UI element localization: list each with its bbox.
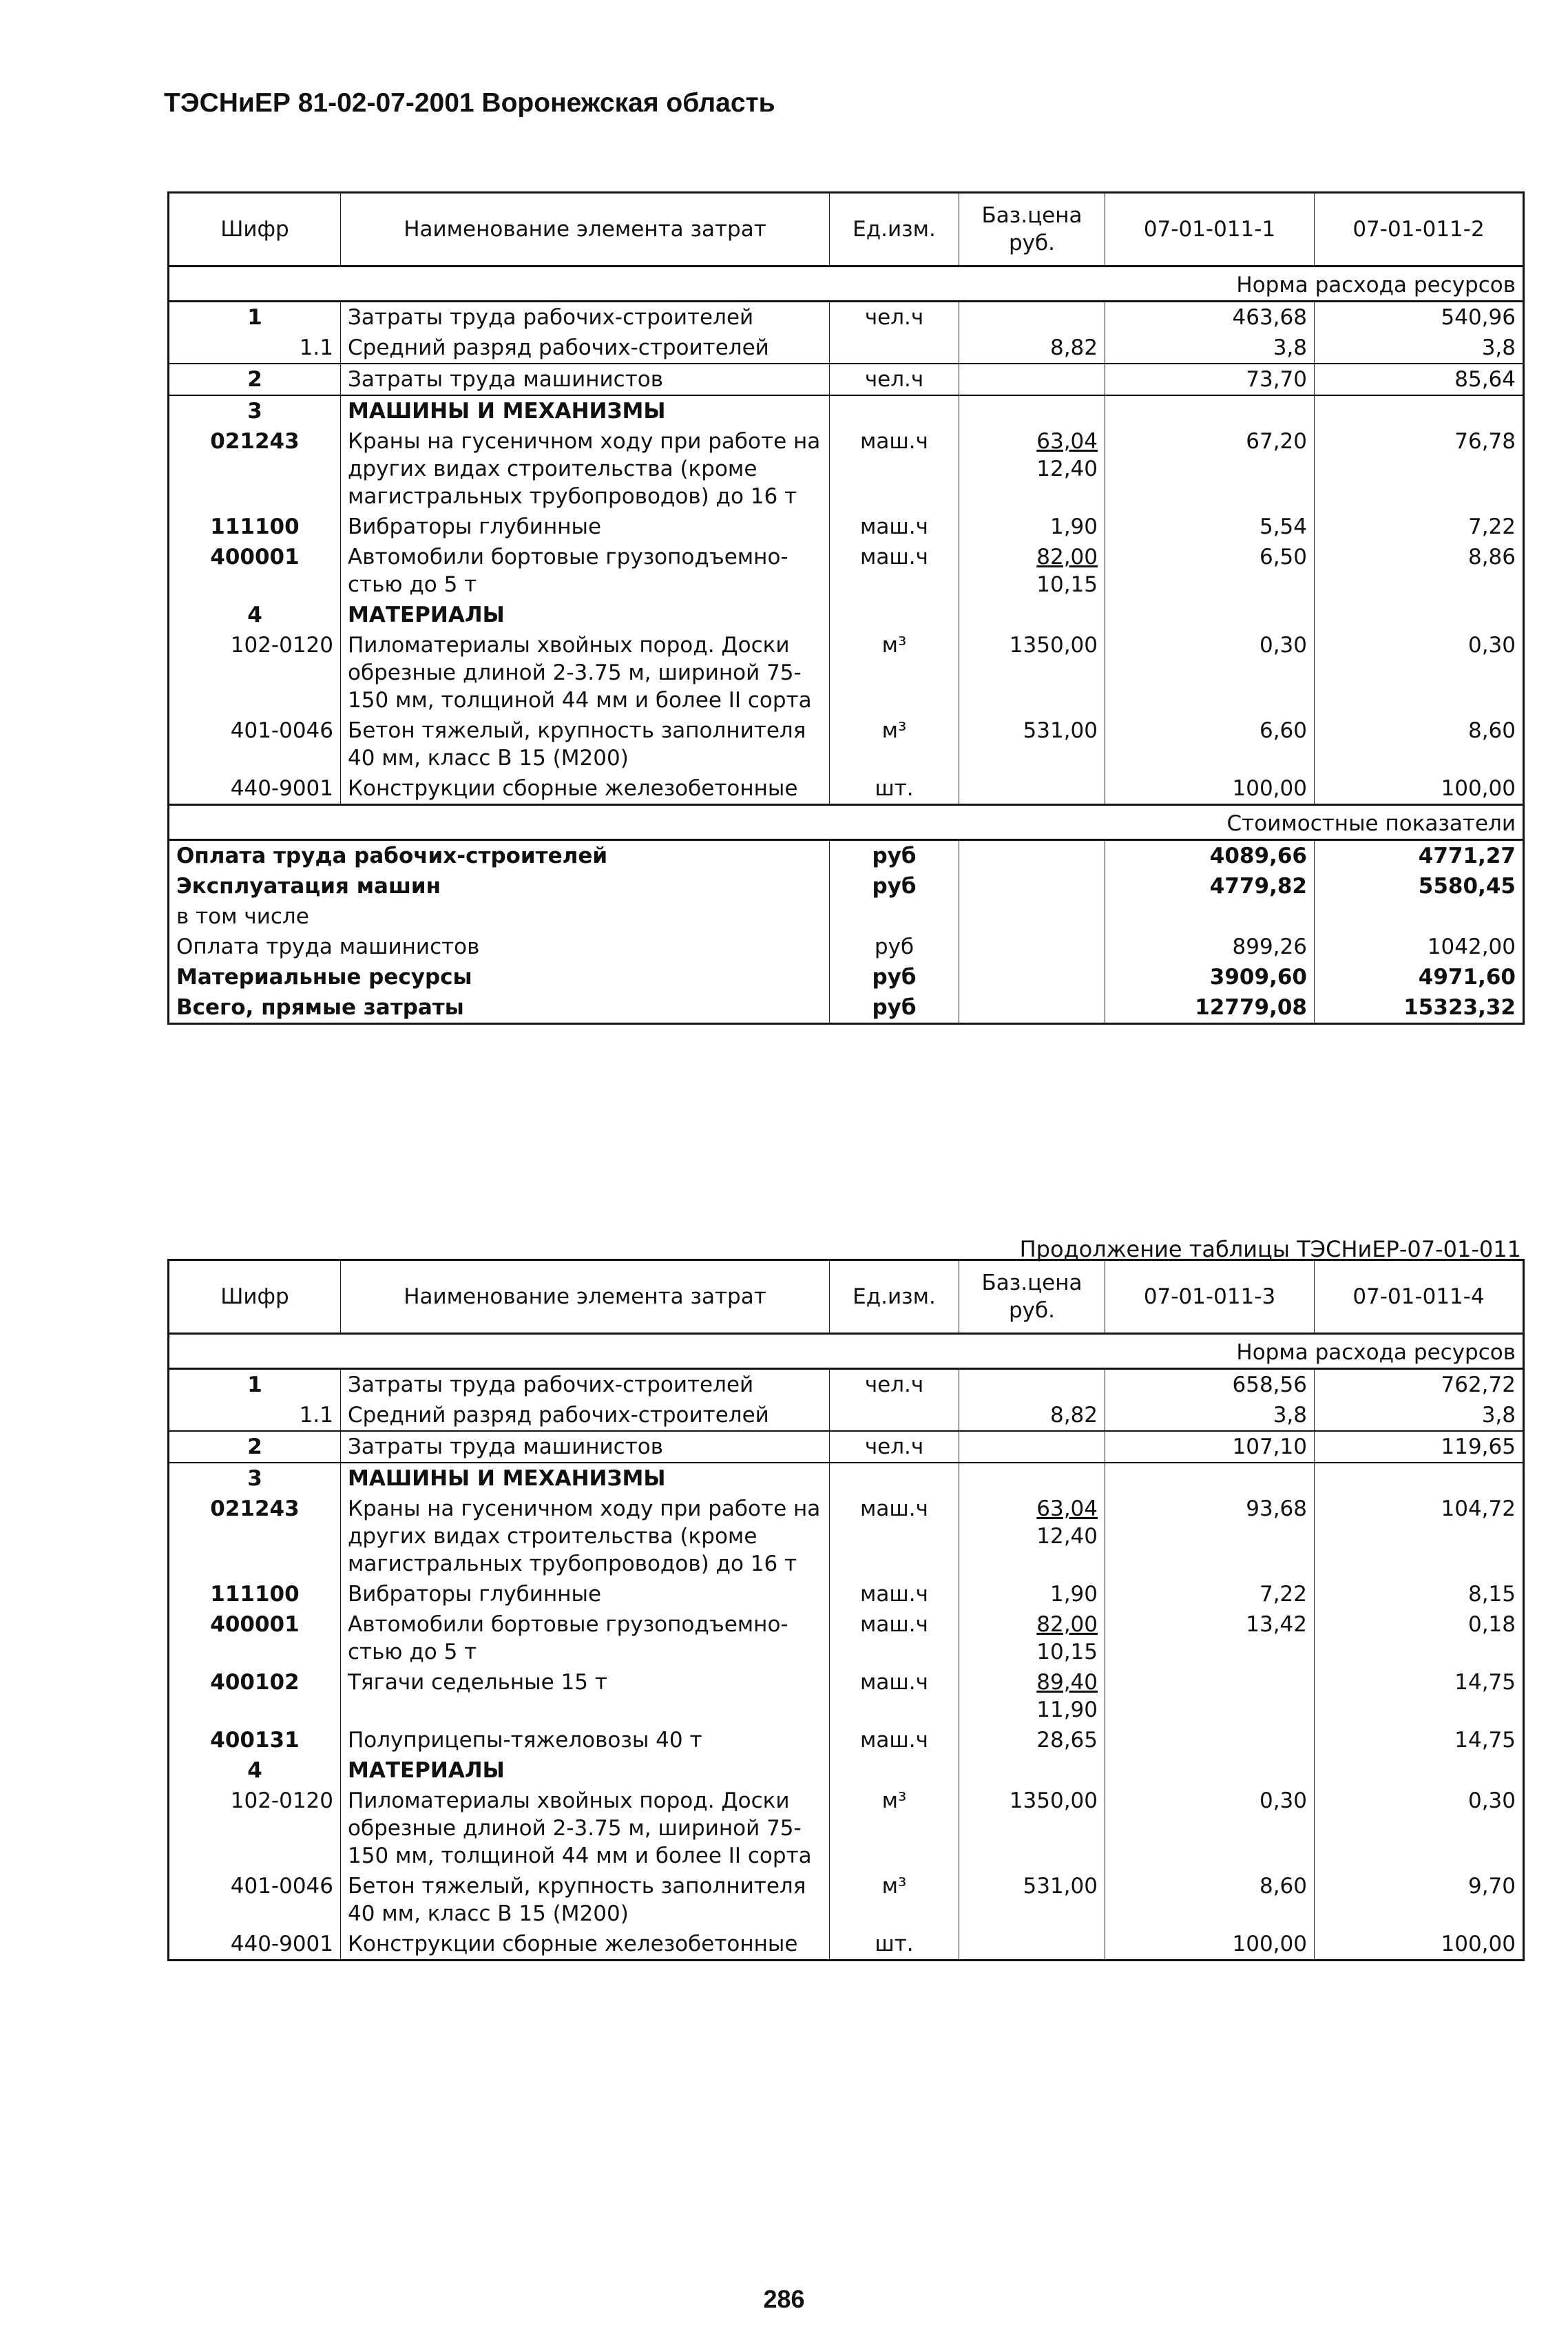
header-unit: Ед.изм. (830, 193, 959, 267)
row-value-2: 85,64 (1315, 364, 1524, 395)
summary-row (169, 871, 1524, 901)
row-unit: маш.ч (830, 1579, 959, 1609)
row-value-2: 14,75 (1315, 1725, 1524, 1755)
price-value: 82,00 (1036, 1612, 1098, 1637)
row-value-2: 0,18 (1315, 1609, 1524, 1667)
row-code: 401-0046 (169, 1871, 341, 1929)
row-value-1: 93,68 (1105, 1494, 1315, 1579)
price-value: 8,82 (1049, 1403, 1098, 1428)
row-value-1 (1105, 600, 1315, 630)
section-row (169, 1667, 1524, 1725)
row-value-1: 8,60 (1105, 1871, 1315, 1929)
summary-label: Материальные ресурсы (169, 962, 830, 992)
row-code: 400001 (169, 542, 341, 600)
row-value-1 (1105, 395, 1315, 426)
row-name: Вибраторы глубинные (341, 1579, 830, 1609)
row-value-2: 0,30 (1315, 630, 1524, 715)
row-code: 400001 (169, 1609, 341, 1667)
summary-price (959, 840, 1105, 872)
header-price-line2: руб. (1009, 231, 1055, 255)
row-code: 102-0120 (169, 630, 341, 715)
row-unit: маш.ч (830, 1609, 959, 1667)
summary-row (169, 962, 1524, 992)
summary-label: в том числе (169, 901, 830, 932)
row-name: Пиломатериалы хвойных пород. Доски обрезные длиной 2-3.75 м, шириной 75-150 мм, толщиной 44 мм и более II сорта (341, 630, 830, 715)
summary-value-1 (1105, 901, 1315, 932)
row-price (959, 600, 1105, 630)
norms-table-2 (167, 1259, 1525, 1961)
table-row (169, 1786, 1524, 1871)
row-price (959, 715, 1105, 773)
row-code: 2 (169, 364, 341, 395)
page-title: ТЭСНиЕР 81-02-07-2001 Воронежская область (164, 88, 775, 118)
section-row (169, 1579, 1524, 1609)
row-name: Бетон тяжелый, крупность заполнителя 40 мм, класс В 15 (М200) (341, 1871, 830, 1929)
row-value-1 (1105, 1755, 1315, 1786)
norm-caption-row (169, 267, 1524, 302)
row-name: Краны на гусеничном ходу при работе на других видах строительства (кроме магистральных трубопроводов) до 16 т (341, 1494, 830, 1579)
row-value-2 (1315, 1463, 1524, 1494)
row-price (959, 1929, 1105, 1961)
row-value-2 (1315, 395, 1524, 426)
price-wage-value: 12,40 (1036, 457, 1098, 481)
cost-caption: Стоимостные показатели (169, 805, 1524, 840)
row-unit (830, 333, 959, 364)
summary-value-2: 5580,45 (1315, 871, 1524, 901)
row-value-1 (1105, 1725, 1315, 1755)
row-name: Затраты труда машинистов (341, 364, 830, 395)
header-code: Шифр (169, 193, 341, 267)
row-price (959, 773, 1105, 805)
row-value-1: 463,68 (1105, 302, 1315, 333)
row-value-1: 0,30 (1105, 1786, 1315, 1871)
section-row (169, 1609, 1524, 1667)
summary-price (959, 871, 1105, 901)
row-unit (830, 1755, 959, 1786)
row-code: 1 (169, 1369, 341, 1401)
row-code: 021243 (169, 426, 341, 512)
header-unit: Ед.изм. (830, 1260, 959, 1334)
price-value: 531,00 (1023, 718, 1098, 743)
summary-unit: руб (830, 962, 959, 992)
row-value-1: 73,70 (1105, 364, 1315, 395)
row-code: 440-9001 (169, 1929, 341, 1961)
price-wage-value: 12,40 (1036, 1524, 1098, 1549)
row-value-1: 7,22 (1105, 1579, 1315, 1609)
row-price (959, 1431, 1105, 1463)
summary-price (959, 992, 1105, 1024)
row-code: 4 (169, 1755, 341, 1786)
row-code: 400131 (169, 1725, 341, 1755)
row-price (959, 395, 1105, 426)
row-unit: чел.ч (830, 1431, 959, 1463)
summary-value-2: 4771,27 (1315, 840, 1524, 872)
row-value-2: 762,72 (1315, 1369, 1524, 1401)
row-value-1: 13,42 (1105, 1609, 1315, 1667)
row-value-2: 76,78 (1315, 426, 1524, 512)
price-value: 82,00 (1036, 545, 1098, 570)
row-price (959, 1463, 1105, 1494)
row-code: 400102 (169, 1667, 341, 1725)
section-row (169, 302, 1524, 333)
row-unit (830, 395, 959, 426)
norm-caption-row (169, 1334, 1524, 1369)
row-name: Средний разряд рабочих-строителей (341, 333, 830, 364)
summary-value-1: 4779,82 (1105, 871, 1315, 901)
price-value: 63,04 (1036, 1496, 1098, 1521)
table-row (169, 1871, 1524, 1929)
price-wage-value: 10,15 (1036, 572, 1098, 597)
row-value-2: 8,60 (1315, 715, 1524, 773)
row-name: Конструкции сборные железобетонные (341, 1929, 830, 1961)
summary-value-1: 4089,66 (1105, 840, 1315, 872)
table-header-row (169, 1260, 1524, 1334)
norm-caption: Норма расхода ресурсов (169, 267, 1524, 302)
row-value-2 (1315, 600, 1524, 630)
row-name: Средний разряд рабочих-строителей (341, 1400, 830, 1431)
summary-value-2: 15323,32 (1315, 992, 1524, 1024)
row-price (959, 1369, 1105, 1401)
summary-value-1: 899,26 (1105, 932, 1315, 962)
row-name: МАШИНЫ И МЕХАНИЗМЫ (341, 395, 830, 426)
row-value-2: 100,00 (1315, 773, 1524, 805)
summary-value-1: 12779,08 (1105, 992, 1315, 1024)
row-name: МАШИНЫ И МЕХАНИЗМЫ (341, 1463, 830, 1494)
row-name: Пиломатериалы хвойных пород. Доски обрезные длиной 2-3.75 м, шириной 75-150 мм, толщиной 44 мм и более II сорта (341, 1786, 830, 1871)
row-unit: чел.ч (830, 364, 959, 395)
row-price (959, 364, 1105, 395)
row-code: 021243 (169, 1494, 341, 1579)
row-unit: шт. (830, 1929, 959, 1961)
row-value-1 (1105, 1667, 1315, 1725)
row-name: Тягачи седельные 15 т (341, 1667, 830, 1725)
row-unit (830, 600, 959, 630)
row-value-2: 8,86 (1315, 542, 1524, 600)
table-row (169, 1400, 1524, 1431)
row-name: Краны на гусеничном ходу при работе на других видах строительства (кроме магистральных трубопроводов) до 16 т (341, 426, 830, 512)
summary-value-2: 1042,00 (1315, 932, 1524, 962)
header-price (959, 193, 1105, 267)
header-name: Наименование элемента затрат (341, 1260, 830, 1334)
row-unit: м³ (830, 1786, 959, 1871)
price-value: 1350,00 (1009, 633, 1098, 658)
section-row (169, 1463, 1524, 1494)
summary-price (959, 932, 1105, 962)
row-price (959, 1871, 1105, 1929)
price-wage-value: 11,90 (1036, 1697, 1098, 1722)
table-row (169, 333, 1524, 364)
row-value-2: 540,96 (1315, 302, 1524, 333)
row-value-1: 6,50 (1105, 542, 1315, 600)
header-code: Шифр (169, 1260, 341, 1334)
row-price (959, 1494, 1105, 1579)
section-row (169, 1725, 1524, 1755)
section-row (169, 600, 1524, 630)
row-unit: чел.ч (830, 302, 959, 333)
norm-caption: Норма расхода ресурсов (169, 1334, 1524, 1369)
summary-unit: руб (830, 932, 959, 962)
row-value-2: 9,70 (1315, 1871, 1524, 1929)
row-value-1: 0,30 (1105, 630, 1315, 715)
header-price-line1: Баз.цена (981, 1271, 1083, 1295)
row-code: 440-9001 (169, 773, 341, 805)
table-row (169, 773, 1524, 805)
row-value-2: 100,00 (1315, 1929, 1524, 1961)
row-unit: м³ (830, 630, 959, 715)
row-unit: маш.ч (830, 1667, 959, 1725)
row-name: Затраты труда рабочих-строителей (341, 1369, 830, 1401)
row-value-2: 104,72 (1315, 1494, 1524, 1579)
row-name: Конструкции сборные железобетонные (341, 773, 830, 805)
norms-table-1 (167, 191, 1525, 1025)
row-unit: маш.ч (830, 426, 959, 512)
row-unit: маш.ч (830, 512, 959, 542)
row-code: 1.1 (169, 333, 341, 364)
price-value: 63,04 (1036, 429, 1098, 454)
summary-unit: руб (830, 840, 959, 872)
row-price (959, 512, 1105, 542)
price-wage-value: 10,15 (1036, 1640, 1098, 1664)
summary-label: Эксплуатация машин (169, 871, 830, 901)
row-value-1: 658,56 (1105, 1369, 1315, 1401)
section-row (169, 364, 1524, 395)
section-row (169, 1755, 1524, 1786)
section-row (169, 512, 1524, 542)
row-value-2: 3,8 (1315, 1400, 1524, 1431)
row-price (959, 1579, 1105, 1609)
header-price-line1: Баз.цена (981, 203, 1083, 228)
row-code: 1 (169, 302, 341, 333)
row-code: 4 (169, 600, 341, 630)
section-row (169, 542, 1524, 600)
price-value: 8,82 (1049, 335, 1098, 360)
row-unit (830, 1400, 959, 1431)
row-price (959, 630, 1105, 715)
row-unit: маш.ч (830, 1494, 959, 1579)
row-name: Автомобили бортовые грузоподъемно-стью до 5 т (341, 542, 830, 600)
table-header-row (169, 193, 1524, 267)
row-price (959, 1667, 1105, 1725)
cost-caption-row (169, 805, 1524, 840)
row-unit: шт. (830, 773, 959, 805)
row-code: 1.1 (169, 1400, 341, 1431)
table-row (169, 630, 1524, 715)
row-unit: м³ (830, 1871, 959, 1929)
row-code: 3 (169, 395, 341, 426)
header-name: Наименование элемента затрат (341, 193, 830, 267)
summary-row (169, 932, 1524, 962)
row-value-2: 119,65 (1315, 1431, 1524, 1463)
row-value-1: 3,8 (1105, 333, 1315, 364)
row-price (959, 333, 1105, 364)
row-value-1: 6,60 (1105, 715, 1315, 773)
section-row (169, 1431, 1524, 1463)
row-name: МАТЕРИАЛЫ (341, 600, 830, 630)
row-value-1: 100,00 (1105, 773, 1315, 805)
price-value: 1350,00 (1009, 1788, 1098, 1813)
row-value-1: 107,10 (1105, 1431, 1315, 1463)
row-price (959, 1609, 1105, 1667)
row-name: Вибраторы глубинные (341, 512, 830, 542)
row-price (959, 1725, 1105, 1755)
row-value-2: 8,15 (1315, 1579, 1524, 1609)
table-row (169, 1929, 1524, 1961)
row-price (959, 426, 1105, 512)
row-unit: чел.ч (830, 1369, 959, 1401)
summary-label: Оплата труда рабочих-строителей (169, 840, 830, 872)
row-name: МАТЕРИАЛЫ (341, 1755, 830, 1786)
summary-unit (830, 901, 959, 932)
summary-row (169, 992, 1524, 1024)
row-value-1: 5,54 (1105, 512, 1315, 542)
row-value-1: 67,20 (1105, 426, 1315, 512)
row-price (959, 1786, 1105, 1871)
row-unit: маш.ч (830, 1725, 959, 1755)
row-price (959, 542, 1105, 600)
section-row (169, 1494, 1524, 1579)
row-value-2: 0,30 (1315, 1786, 1524, 1871)
summary-row (169, 840, 1524, 872)
price-value: 89,40 (1036, 1670, 1098, 1695)
row-name: Автомобили бортовые грузоподъемно-стью до 5 т (341, 1609, 830, 1667)
page-number: 286 (763, 2285, 805, 2313)
row-name: Бетон тяжелый, крупность заполнителя 40 мм, класс В 15 (М200) (341, 715, 830, 773)
row-code: 2 (169, 1431, 341, 1463)
row-name: Затраты труда машинистов (341, 1431, 830, 1463)
price-value: 531,00 (1023, 1874, 1098, 1899)
row-code: 111100 (169, 512, 341, 542)
summary-value-2: 4971,60 (1315, 962, 1524, 992)
row-price (959, 1755, 1105, 1786)
row-price (959, 1400, 1105, 1431)
row-value-2: 3,8 (1315, 333, 1524, 364)
price-value: 1,90 (1049, 1582, 1098, 1607)
row-value-1: 100,00 (1105, 1929, 1315, 1961)
row-unit (830, 1463, 959, 1494)
summary-value-1: 3909,60 (1105, 962, 1315, 992)
summary-value-2 (1315, 901, 1524, 932)
header-price-line2: руб. (1009, 1298, 1055, 1323)
row-value-1: 3,8 (1105, 1400, 1315, 1431)
header-price (959, 1260, 1105, 1334)
price-value: 28,65 (1036, 1728, 1098, 1753)
summary-price (959, 901, 1105, 932)
summary-label: Оплата труда машинистов (169, 932, 830, 962)
row-code: 111100 (169, 1579, 341, 1609)
section-row (169, 1369, 1524, 1401)
header-col2: 07-01-011-2 (1315, 193, 1524, 267)
summary-price (959, 962, 1105, 992)
row-name: Затраты труда рабочих-строителей (341, 302, 830, 333)
row-value-2: 14,75 (1315, 1667, 1524, 1725)
row-code: 3 (169, 1463, 341, 1494)
summary-unit: руб (830, 871, 959, 901)
summary-row (169, 901, 1524, 932)
continuation-note: Продолжение таблицы ТЭСНиЕР-07-01-011 (1019, 1236, 1521, 1262)
header-col2: 07-01-011-4 (1315, 1260, 1524, 1334)
header-col1: 07-01-011-1 (1105, 193, 1315, 267)
summary-label: Всего, прямые затраты (169, 992, 830, 1024)
section-row (169, 395, 1524, 426)
row-name: Полуприцепы-тяжеловозы 40 т (341, 1725, 830, 1755)
row-value-1 (1105, 1463, 1315, 1494)
table-row (169, 715, 1524, 773)
row-code: 401-0046 (169, 715, 341, 773)
row-code: 102-0120 (169, 1786, 341, 1871)
summary-unit: руб (830, 992, 959, 1024)
section-row (169, 426, 1524, 512)
row-value-2 (1315, 1755, 1524, 1786)
price-value: 1,90 (1049, 514, 1098, 539)
header-col1: 07-01-011-3 (1105, 1260, 1315, 1334)
row-price (959, 302, 1105, 333)
row-unit: м³ (830, 715, 959, 773)
row-unit: маш.ч (830, 542, 959, 600)
row-value-2: 7,22 (1315, 512, 1524, 542)
